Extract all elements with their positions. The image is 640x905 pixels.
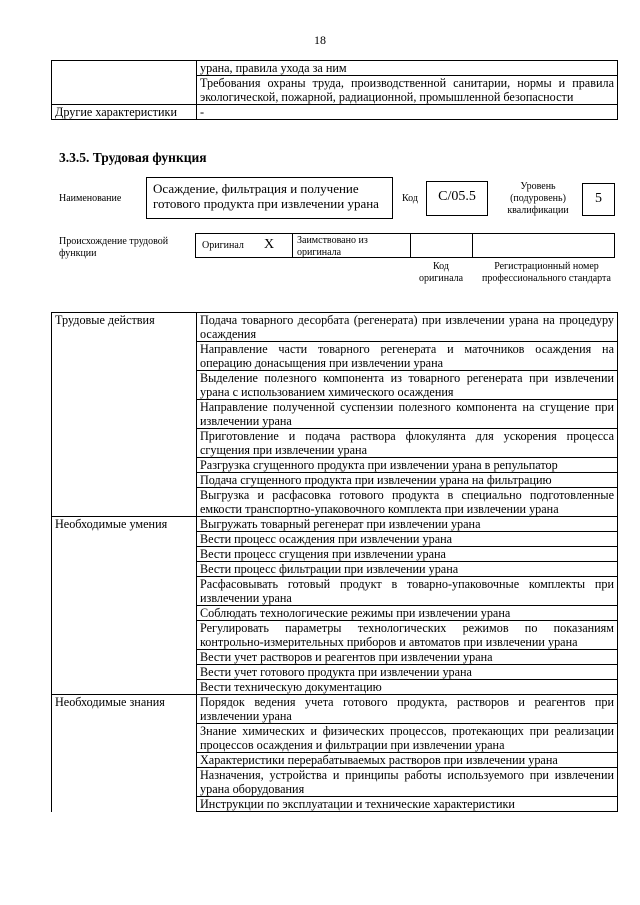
code-caption: Код оригинала: [418, 261, 464, 284]
main-table: [51, 312, 618, 812]
cell-text: Направление части товарного регенерата и маточников осаждения на операцию донасыщения при извлечении урана: [197, 342, 618, 371]
group-label: [52, 371, 197, 400]
origin-label: Происхождение трудовой функции: [59, 236, 169, 259]
table-row: [52, 429, 618, 458]
cell-text: Знание химических и физических процессов, протекающих при реализации процессов осаждения и фильтрации при извлечении урана: [197, 724, 618, 753]
group-label: [52, 797, 197, 812]
group-label: [52, 458, 197, 473]
group-label: [52, 473, 197, 488]
group-label: [52, 342, 197, 371]
cell-text: Регулировать параметры технологических режимов по показаниям контрольно-измерительных приборов и автоматов при извлечении урана: [197, 621, 618, 650]
group-label: [52, 724, 197, 753]
table-row: [52, 577, 618, 606]
table-row: [52, 105, 618, 120]
cell-text: Выделение полезного компонента из товарного регенерата при извлечении урана с использованием химического осаждения: [197, 371, 618, 400]
group-label: Необходимые умения: [52, 517, 197, 532]
group-label: [52, 562, 197, 577]
cell-text: Направление полученной суспензии полезного компонента на сгущение при извлечении урана: [197, 400, 618, 429]
group-label: [52, 400, 197, 429]
page-number: 18: [314, 33, 326, 47]
name-label: Наименование: [59, 193, 122, 204]
table-row: [52, 61, 618, 76]
cell-text: Порядок ведения учета готового продукта, растворов и реагентов при извлечении урана: [197, 695, 618, 724]
table-row: [52, 488, 618, 517]
cell-text: Подача сгущенного продукта при извлечении урана на фильтрацию: [197, 473, 618, 488]
cell-text: Разгрузка сгущенного продукта при извлечении урана в репульпатор: [197, 458, 618, 473]
cell-text: Вести процесс сгущения при извлечении урана: [197, 547, 618, 562]
table-row: [52, 371, 618, 400]
row-text: -: [197, 105, 618, 120]
table-row: [52, 76, 618, 105]
row-label: Другие характеристики: [52, 105, 197, 120]
group-label: [52, 680, 197, 695]
top-table: [51, 60, 618, 120]
cell-text: Выгрузка и расфасовка готового продукта в специально подготовленные емкости транспортно-упаковочного комплекта при извлечении урана: [197, 488, 618, 517]
cell-text: Расфасовывать готовый продукт в товарно-упаковочные комплекты при извлечении урана: [197, 577, 618, 606]
group-label: Трудовые действия: [52, 313, 197, 342]
table-row: [52, 650, 618, 665]
level-label: Уровень (подуровень) квалификации: [507, 181, 569, 216]
row-text: Требования охраны труда, производственной санитарии, нормы и правила экологической, пожарной, радиационной, промышленной безопасности: [197, 76, 618, 105]
table-row: [52, 562, 618, 577]
table-row: [52, 797, 618, 812]
cell-text: Характеристики перерабатываемых растворов при извлечении урана: [197, 753, 618, 768]
table-row: [52, 768, 618, 797]
cell-text: Выгружать товарный регенерат при извлечении урана: [197, 517, 618, 532]
cell-text: Соблюдать технологические режимы при извлечении урана: [197, 606, 618, 621]
group-label: [52, 577, 197, 606]
cell-text: Вести процесс фильтрации при извлечении урана: [197, 562, 618, 577]
cell-text: Вести учет растворов и реагентов при извлечении урана: [197, 650, 618, 665]
table-row: [52, 313, 618, 342]
group-label: [52, 488, 197, 517]
table-row: [52, 517, 618, 532]
table-row: [52, 606, 618, 621]
group-label: [52, 621, 197, 650]
group-label: [52, 606, 197, 621]
divider: [410, 233, 411, 258]
group-label: [52, 429, 197, 458]
original-mark: X: [264, 237, 275, 252]
table-row: [52, 724, 618, 753]
row-label: [52, 61, 197, 76]
divider: [292, 233, 293, 258]
cell-text: Вести процесс осаждения при извлечении урана: [197, 532, 618, 547]
table-row: [52, 342, 618, 371]
reg-caption: Регистрационный номер профессионального стандарта: [482, 261, 611, 284]
function-code: C/05.5: [426, 181, 488, 216]
group-label: Необходимые знания: [52, 695, 197, 724]
function-name: Осаждение, фильтрация и получение готового продукта при извлечении урана: [146, 177, 393, 219]
borrowed-label: Заимствовано из оригинала: [297, 235, 368, 258]
table-row: [52, 473, 618, 488]
table-row: [52, 400, 618, 429]
table-row: [52, 547, 618, 562]
section-heading: 3.3.5. Трудовая функция: [59, 150, 207, 165]
group-label: [52, 753, 197, 768]
original-label: Оригинал: [202, 240, 244, 251]
table-row: [52, 680, 618, 695]
cell-text: Инструкции по эксплуатации и технические характеристики: [197, 797, 618, 812]
row-label: [52, 76, 197, 105]
cell-text: Вести учет готового продукта при извлечении урана: [197, 665, 618, 680]
table-row: [52, 665, 618, 680]
table-row: [52, 621, 618, 650]
table-row: [52, 695, 618, 724]
cell-text: Приготовление и подача раствора флокулянта для ускорения процесса сгущения при извлечении урана: [197, 429, 618, 458]
cell-text: Вести техническую документацию: [197, 680, 618, 695]
row-text: урана, правила ухода за ним: [197, 61, 618, 76]
group-label: [52, 665, 197, 680]
cell-text: Подача товарного десорбата (регенерата) при извлечении урана на процедуру осаждения: [197, 313, 618, 342]
table-row: [52, 532, 618, 547]
divider: [472, 233, 473, 258]
qualification-level: 5: [582, 183, 615, 216]
code-label: Код: [402, 193, 418, 204]
table-row: [52, 458, 618, 473]
table-row: [52, 753, 618, 768]
group-label: [52, 532, 197, 547]
cell-text: Назначения, устройства и принципы работы используемого при извлечении урана оборудования: [197, 768, 618, 797]
group-label: [52, 768, 197, 797]
group-label: [52, 650, 197, 665]
group-label: [52, 547, 197, 562]
